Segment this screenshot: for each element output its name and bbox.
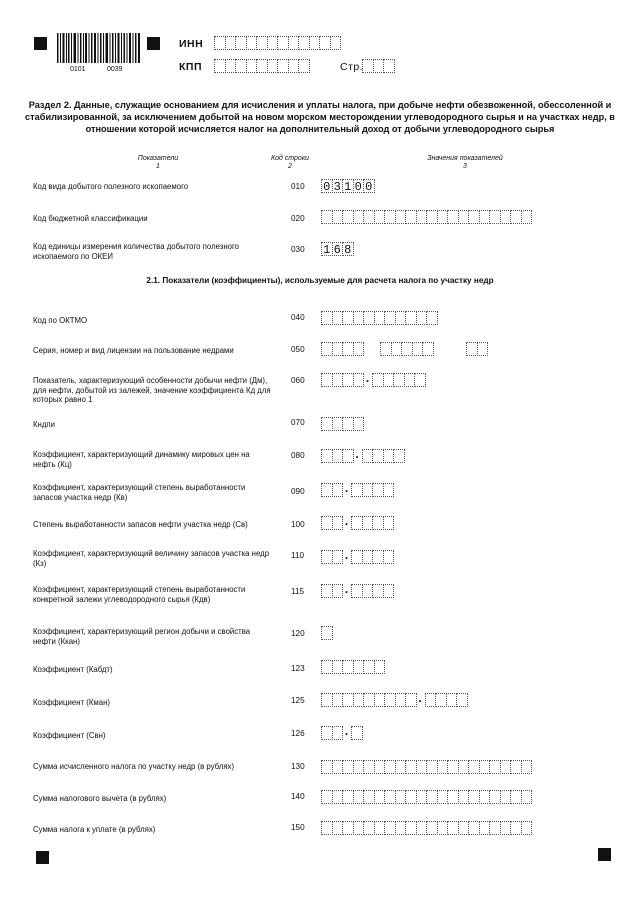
comb-cell[interactable]: 8	[342, 242, 354, 256]
decimal-point: .	[344, 481, 349, 495]
barcode-image	[57, 33, 140, 63]
comb-cell[interactable]: 0	[353, 179, 365, 193]
comb-cell[interactable]: 0	[363, 179, 375, 193]
comb-cell[interactable]	[456, 693, 468, 707]
kpp-label: КПП	[179, 61, 203, 73]
subsection-title: 2.1. Показатели (коэффициенты), используемые для расчета налога по участку недр	[146, 276, 494, 285]
budget-classification-code-field[interactable]	[321, 210, 531, 224]
comb-cell[interactable]	[353, 342, 365, 356]
corner-marker-bottom-left	[36, 851, 49, 864]
comb-cell[interactable]: 6	[332, 242, 344, 256]
row-label: Коэффициент, характеризующий величину запасов участка недр (Кз)	[33, 549, 270, 568]
row-label: Код вида добытого полезного ископаемого	[33, 182, 189, 191]
row-code: 050	[291, 345, 305, 354]
barcode-number-right: 0039	[107, 66, 123, 73]
row-code: 123	[291, 664, 305, 673]
corner-marker-top-left	[34, 37, 47, 50]
decimal-point: .	[344, 582, 349, 596]
decimal-point: .	[344, 724, 349, 738]
kabdt-coefficient-field[interactable]	[321, 660, 384, 674]
calculated-tax-field[interactable]	[321, 760, 531, 774]
row-label: Сумма налога к уплате (в рублях)	[33, 825, 156, 834]
inn-field[interactable]	[214, 36, 340, 50]
row-label: Сумма налогового вычета (в рублях)	[33, 794, 167, 803]
page-number-field[interactable]	[362, 59, 394, 73]
dm-indicator-field[interactable]	[321, 373, 425, 387]
tax-deduction-field[interactable]	[321, 790, 531, 804]
row-label: Коэффициент (Кман)	[33, 698, 110, 707]
row-code: 150	[291, 823, 305, 832]
inn-label: ИНН	[179, 38, 204, 50]
kc-coefficient-field[interactable]	[321, 449, 404, 463]
comb-cell[interactable]	[521, 790, 533, 804]
corner-marker-top-mid	[147, 37, 160, 50]
license-number-field[interactable]	[380, 342, 433, 356]
comb-cell[interactable]	[422, 342, 434, 356]
comb-cell[interactable]	[383, 550, 395, 564]
row-label: Кндпи	[33, 420, 55, 429]
row-label: Коэффициент, характеризующий динамику мировых цен на нефть (Кц)	[33, 450, 250, 469]
row-label: Серия, номер и вид лицензии на пользование недрами	[33, 346, 234, 355]
okei-unit-code-field[interactable]	[321, 242, 353, 256]
comb-cell[interactable]	[414, 373, 426, 387]
corner-marker-bottom-right	[598, 848, 611, 861]
comb-cell[interactable]: 0	[321, 179, 333, 193]
decimal-point: .	[344, 548, 349, 562]
kz-coefficient-field[interactable]	[321, 550, 393, 564]
oktmo-field[interactable]	[321, 311, 437, 325]
column-header-values	[405, 155, 525, 171]
row-code: 140	[291, 792, 305, 801]
comb-cell[interactable]	[383, 516, 395, 530]
svn-coefficient-field[interactable]	[321, 726, 362, 740]
row-code: 115	[291, 587, 305, 596]
section-title: Раздел 2. Данные, служащие основанием для исчисления и уплаты налога, при добыче нефти обезвоженной, обессоленной и стабилизированной, за исключением добытой на новом морском месторождении углеводородного сырья и на участках недр, в отношении которой исчисляется налог на дополнительный доход от добычи углеводородного сырья	[25, 100, 615, 134]
comb-cell[interactable]	[521, 821, 533, 835]
kndpi-field[interactable]	[321, 417, 363, 431]
row-code: 030	[291, 245, 305, 254]
row-label: Сумма исчисленного налога по участку недр (в рублях)	[33, 762, 235, 771]
kkan-coefficient-field[interactable]	[321, 626, 332, 640]
comb-cell[interactable]	[321, 626, 333, 640]
row-code: 020	[291, 214, 305, 223]
decimal-point: .	[418, 691, 422, 705]
license-type-field[interactable]	[466, 342, 487, 356]
kman-coefficient-field[interactable]	[321, 693, 467, 707]
comb-cell[interactable]	[383, 59, 395, 73]
comb-cell[interactable]	[351, 726, 363, 740]
row-code: 060	[291, 376, 305, 385]
barcode-number-left: 0101	[70, 66, 86, 73]
comb-cell[interactable]: 3	[332, 179, 344, 193]
row-label: Коэффициент, характеризующий регион добычи и свойства нефти (Ккан)	[33, 627, 251, 646]
row-label: Код бюджетной классификации	[33, 214, 148, 223]
row-code: 120	[291, 629, 305, 638]
kpp-field[interactable]	[214, 59, 309, 73]
column-header-indicators-text: Показатели	[137, 155, 179, 162]
row-label: Коэффициент, характеризующий степень выработанности запасов участка недр (Кв)	[33, 483, 246, 502]
license-series-field[interactable]	[321, 342, 363, 356]
kv-coefficient-field[interactable]	[321, 483, 393, 497]
column-header-line-code-number: 2	[288, 163, 292, 170]
row-code: 125	[291, 696, 305, 705]
row-code: 080	[291, 451, 305, 460]
comb-cell[interactable]	[383, 483, 395, 497]
comb-cell[interactable]	[353, 417, 365, 431]
column-header-indicators	[108, 155, 208, 171]
comb-cell[interactable]	[521, 760, 533, 774]
row-label: Показатель, характеризующий особенности добычи нефти (Дм), для нефти, добытой из залежей, значение коэффициента Кд для которых равно 1	[33, 376, 271, 404]
comb-cell[interactable]: 1	[321, 242, 333, 256]
row-code: 010	[291, 182, 305, 191]
comb-cell[interactable]	[521, 210, 533, 224]
row-label: Код единицы измерения количества добытого полезного ископаемого по ОКЕИ	[33, 242, 240, 261]
decimal-point: .	[365, 371, 370, 385]
row-code: 130	[291, 762, 305, 771]
row-code: 100	[291, 520, 305, 529]
comb-cell[interactable]	[383, 584, 395, 598]
column-header-indicators-number: 1	[156, 163, 160, 170]
row-code: 110	[291, 551, 305, 560]
row-code: 040	[291, 313, 305, 322]
column-header-values-text: Значения показателей	[427, 155, 503, 162]
tax-payable-field[interactable]	[321, 821, 531, 835]
kdv-coefficient-field[interactable]	[321, 584, 393, 598]
row-label: Коэффициент (Кабдт)	[33, 665, 113, 674]
column-header-line-code-text: Код строки	[270, 155, 310, 162]
mineral-type-code-field[interactable]	[321, 179, 374, 193]
comb-cell[interactable]	[477, 342, 489, 356]
sv-degree-field[interactable]	[321, 516, 393, 530]
comb-cell[interactable]	[330, 36, 342, 50]
row-label: Коэффициент (Свн)	[33, 731, 106, 740]
row-code: 090	[291, 487, 305, 496]
column-header-values-number: 3	[463, 163, 467, 170]
comb-cell[interactable]	[298, 59, 310, 73]
row-label: Коэффициент, характеризующий степень выработанности конкретной залежи углеводородного сырья (Кдв)	[33, 585, 246, 604]
row-code: 070	[291, 418, 305, 427]
row-label: Код по ОКТМО	[33, 316, 88, 325]
page-label: Стр.	[340, 61, 364, 73]
column-header-line-code	[255, 155, 325, 171]
comb-cell[interactable]	[426, 311, 438, 325]
row-code: 126	[291, 729, 305, 738]
comb-cell[interactable]	[374, 660, 386, 674]
row-label: Степень выработанности запасов нефти участка недр (Св)	[33, 520, 248, 529]
comb-cell[interactable]: 1	[342, 179, 354, 193]
decimal-point: .	[344, 514, 349, 528]
decimal-point: .	[355, 447, 359, 461]
comb-cell[interactable]	[393, 449, 405, 463]
